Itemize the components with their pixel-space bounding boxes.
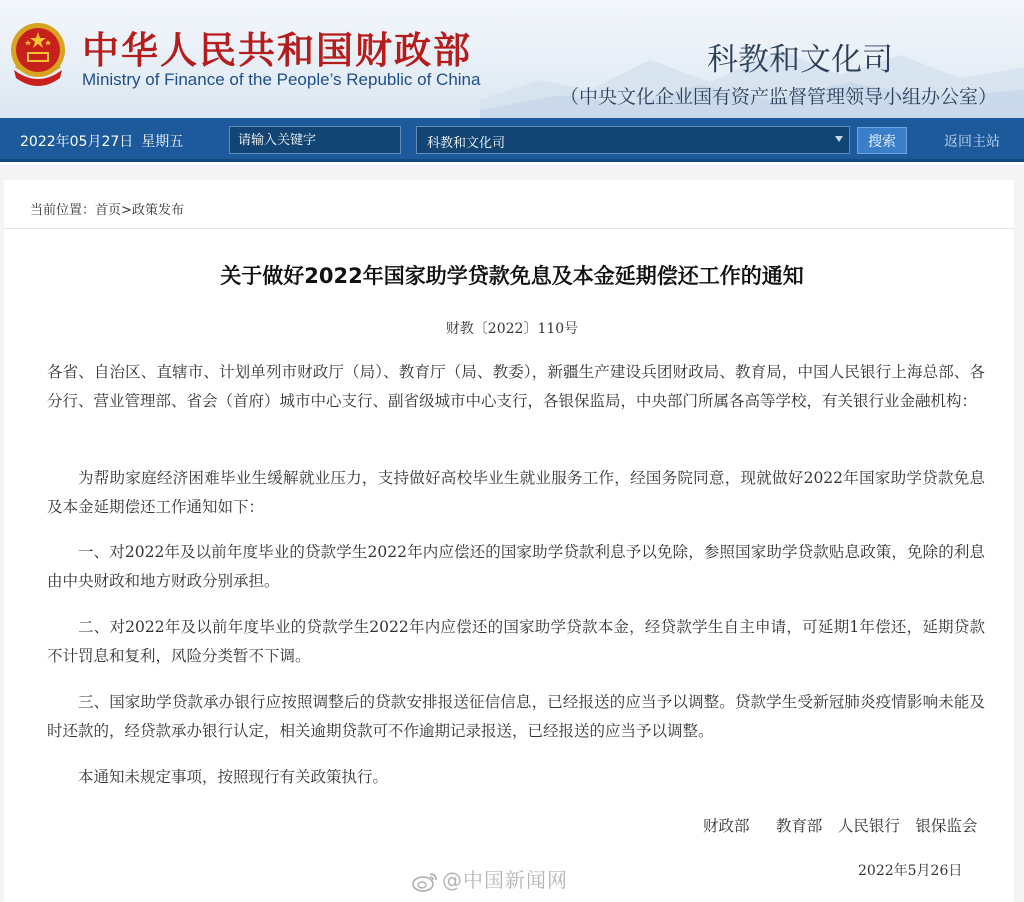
chevron-down-icon <box>835 136 843 142</box>
document-number: 财教〔2022〕110号 <box>445 321 579 337</box>
breadcrumb-home-link[interactable]: 首页 <box>95 203 122 218</box>
breadcrumb-current-link[interactable]: 政策发布 <box>131 203 184 218</box>
article-paragraph-intro: 为帮助家庭经济困难毕业生缓解就业压力，支持做好高校毕业生就业服务工作，经国务院同意，现就做好2022年国家助学贷款免息及本金延期偿还工作通知如下： <box>47 469 985 516</box>
watermark-text: @中国新闻网 <box>442 868 568 892</box>
breadcrumb-divider <box>4 228 1014 229</box>
nav-bar <box>0 118 1024 162</box>
issue-date: 2022年5月26日 <box>858 863 963 879</box>
weekday-text: 星期五 <box>141 134 184 150</box>
current-date <box>20 131 191 151</box>
site-header <box>0 0 1024 118</box>
department-select-value: 科教和文化司 <box>427 136 506 151</box>
watermark <box>412 864 568 894</box>
department-subtitle: （中央文化企业国有资产监督管理领导小组办公室） <box>560 86 998 108</box>
return-home-link[interactable]: 返回主站 <box>944 134 1000 150</box>
article-paragraph-item-2: 二、对2022年及以前年度毕业的贷款学生2022年内应偿还的国家助学贷款本金，经贷款学生自主申请，可延期1年偿还，延期贷款不计罚息和复利，风险分类暂不下调。 <box>47 618 985 665</box>
national-emblem-icon <box>6 14 70 94</box>
date-text: 2022年05月27日 <box>20 134 134 150</box>
department-title: 科教和文化司 <box>707 42 893 78</box>
breadcrumb-separator: > <box>121 203 132 218</box>
breadcrumb <box>30 199 184 218</box>
article-paragraph-closing: 本通知未规定事项，按照现行有关政策执行。 <box>78 768 389 786</box>
department-select[interactable] <box>416 126 850 154</box>
search-button[interactable]: 搜索 <box>857 127 907 154</box>
article-paragraph-item-3: 三、国家助学贷款承办银行应按照调整后的贷款安排报送征信信息，已经报送的应当予以调整。贷款学生受新冠肺炎疫情影响未能及时还款的，经贷款承办银行认定，相关逾期贷款可不作逾期记录报送，已经报送的应当予以调整。 <box>47 693 985 740</box>
breadcrumb-prefix: 当前位置： <box>30 203 96 218</box>
article-paragraph-recipients: 各省、自治区、直辖市、计划单列市财政厅（局）、教育厅（局、教委），新疆生产建设兵团财政局、教育局，中国人民银行上海总部、各分行、营业管理部、省会（首府）城市中心支行、副省级城市中心支行，各银保监局，中央部门所属各高等学校，有关银行业金融机构： <box>47 363 985 410</box>
article-paragraph-item-1: 一、对2022年及以前年度毕业的贷款学生2022年内应偿还的国家助学贷款利息予以免除，参照国家助学贷款贴息政策，免除的利息由中央财政和地方财政分别承担。 <box>47 543 985 590</box>
weibo-icon <box>412 871 438 893</box>
ministry-name-en: Ministry of Finance of the People’s Republic of China <box>82 70 481 89</box>
ministry-name-cn: 中华人民共和国财政部 <box>82 29 472 72</box>
search-input[interactable] <box>229 126 401 154</box>
article-title: 关于做好2022年国家助学贷款免息及本金延期偿还工作的通知 <box>220 264 804 288</box>
issuing-agencies: 财政部 教育部 人民银行 银保监会 <box>703 817 978 835</box>
